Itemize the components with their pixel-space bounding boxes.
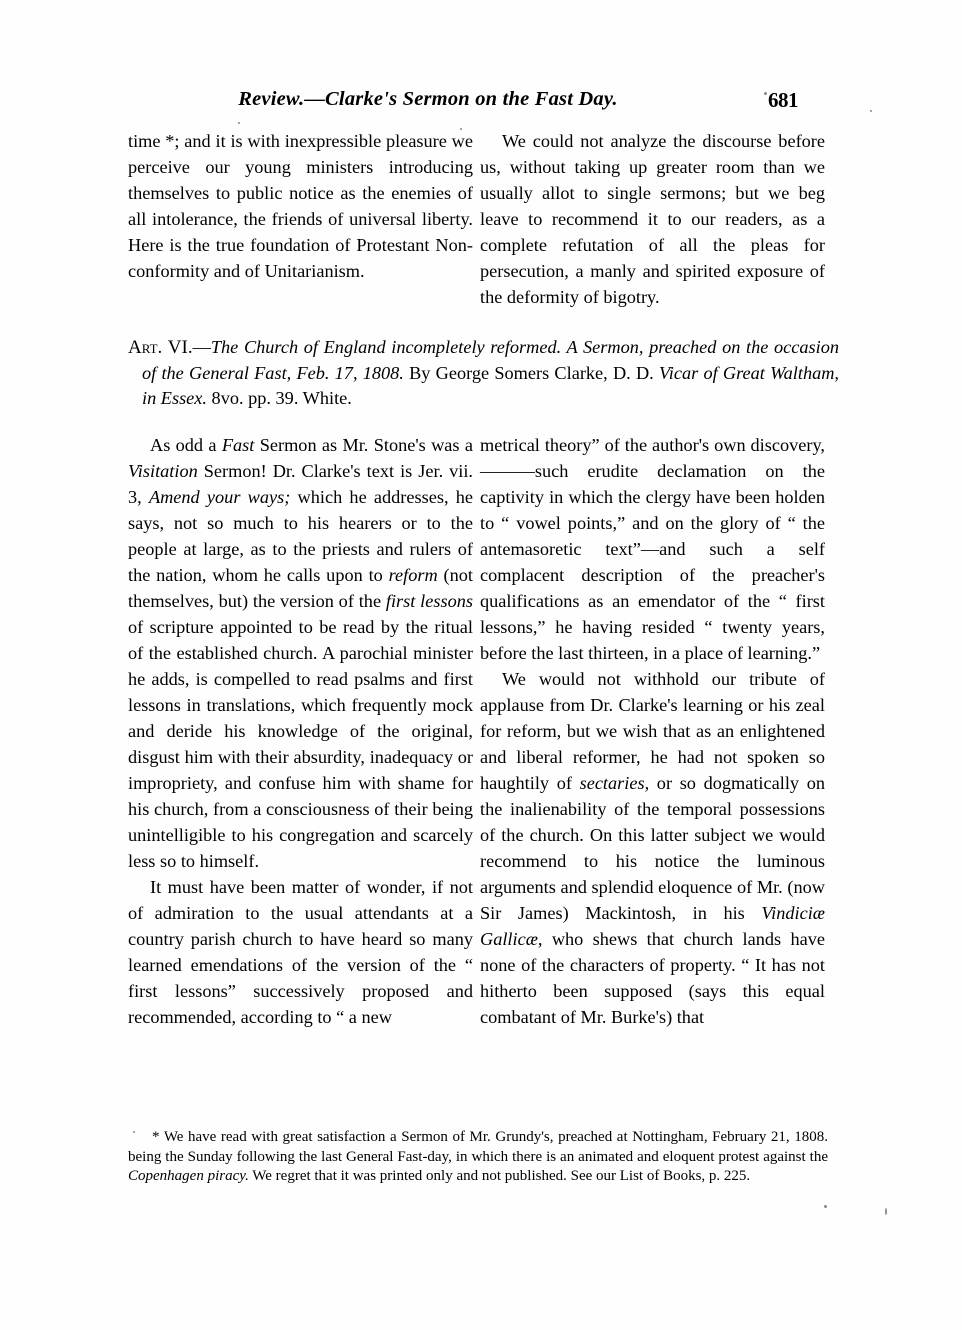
- footnote-paragraph: [128, 1128, 828, 1187]
- footnote-marker: *: [152, 1129, 164, 1145]
- paragraph: [128, 432, 473, 874]
- article-affiliation: Vicar of Great Waltham, in Essex.: [142, 362, 840, 409]
- emphasis-first-lessons: first lessons: [385, 591, 473, 611]
- scan-speck: [133, 1131, 135, 1133]
- text-run: of scripture appointed to be read by the ritual of the established church. A parochial minister he adds, is compelled to read psalms and first lessons in translations, which frequently mock and deride his knowledge of the original, disgust him with their absurdity, inadequacy or impropriety, and confuse him with shame for his church, from a consciousness of their being unintelligible to his congregation and scarcely less so to himself.: [128, 617, 473, 871]
- text-run: We would not withhold our tribute of applause from Dr. Clarke's learning or his zeal for reform, but we wish that as an enlightened and liberal reformer, he had not spoken so haughtily of: [480, 669, 825, 793]
- emphasis-fast: Fast: [221, 435, 255, 455]
- emphasis-vindiciae-gallicae: Vindiciæ Gallicæ: [480, 903, 825, 949]
- article-subtitle: A Sermon, preached on the occasion of the General Fast, Feb. 17, 1808.: [142, 337, 839, 383]
- emphasis-copenhagen-piracy: Copenhagen piracy.: [128, 1168, 249, 1185]
- article-heading: [128, 335, 839, 412]
- article-imprint: 8vo. pp. 39. White.: [206, 388, 352, 409]
- text-run: (not themselves, but) the version of the: [128, 565, 473, 611]
- running-head-title: Review.—Clarke's Sermon on the Fast Day.: [238, 88, 618, 110]
- right-column-body: [480, 432, 825, 1030]
- left-column-upper: [128, 128, 473, 323]
- paragraph: [480, 666, 825, 1030]
- paragraph: It must have been matter of wonder, if not of admiration to the usual attendants at a country parish church to have heard so many learned emendations of the version of the “ first lessons” successively proposed and recommended, according to “ a new: [128, 877, 473, 1027]
- paragraph: We could not analyze the discourse before us, without taking up greater room than we usually allot to single sermons; but we beg leave to recommend it to our readers, as a complete refutation of all the pleas for persecution, a manly and spirited exposure of the deformity of bigotry.: [480, 131, 825, 307]
- text-run: As odd a: [150, 435, 222, 455]
- page-number: 681: [768, 88, 798, 112]
- scan-speck: [885, 1208, 887, 1215]
- scan-speck: [764, 92, 767, 95]
- scan-speck: [460, 128, 462, 130]
- running-head: [128, 88, 828, 118]
- emphasis-reform: reform: [388, 565, 438, 585]
- footnote: [128, 1128, 828, 1187]
- scan-speck: [870, 110, 872, 112]
- scan-speck: [824, 1205, 827, 1208]
- paragraph: time *; and it is with inexpressible pleasure we perceive our young ministers introducing themselves to public notice as the enemies of all intolerance, the friends of universal liberty. Here is the true foundation of Protestant Non-conformity and of Unitarianism.: [128, 131, 473, 281]
- article-label: Art. VI.: [128, 337, 193, 358]
- article-byline: By George Somers Clarke, D. D.: [403, 362, 659, 383]
- left-column-body: [128, 432, 473, 1030]
- scan-speck: [238, 122, 240, 124]
- paragraph: metrical theory” of the author's own discovery,———such erudite declamation on the captivity in which the clergy have been holden to “ vowel points,” and on the glory of “ the antemasoretic text”—and such a self complacent description of the preacher's qualifications as an emendator of the “ first lessons,” he having resided “ twenty years, before the last thirteen, in a place of learning.”: [480, 435, 825, 663]
- emphasis-visitation: Visitation: [128, 461, 198, 481]
- right-column-upper: [480, 128, 825, 323]
- text-run: or so dogmatically on the inalienability of the temporal possessions of the church. On this latter subject we would recommend to his notice the luminous arguments and splendid eloquence of Mr. (now Sir James) Mackintosh, in his: [480, 773, 825, 923]
- article-dash: —: [192, 337, 211, 357]
- emphasis-sectaries: sectaries,: [579, 773, 650, 793]
- article-title-main: The Church of England incompletely reformed.: [210, 337, 562, 357]
- text-run: We have read with great satisfaction a Sermon of Mr. Grundy's, preached at Nottingham, February 21, 1808. being the Sunday following the last General Fast-day, in which there is an animated and eloquent protest against the: [128, 1129, 828, 1165]
- text-run: , who shews that church lands have none of the characters of property. “ It has not hitherto been supposed (says this equal combatant of Mr. Burke's) that: [480, 929, 825, 1027]
- text-run: We regret that it was printed only and not published. See our List of Books, p. 225.: [248, 1168, 751, 1185]
- text-run: which he addresses, he says, not so much to his hearers or to the people at large, as to the priests and rulers of the nation, whom he calls upon to: [128, 487, 474, 585]
- text-run: Sermon as Mr. Stone's was a: [254, 435, 473, 455]
- text-run: Sermon! Dr. Clarke's text is Jer. vii. 3,: [128, 461, 473, 507]
- emphasis-amend-your-ways: Amend your ways;: [148, 487, 291, 507]
